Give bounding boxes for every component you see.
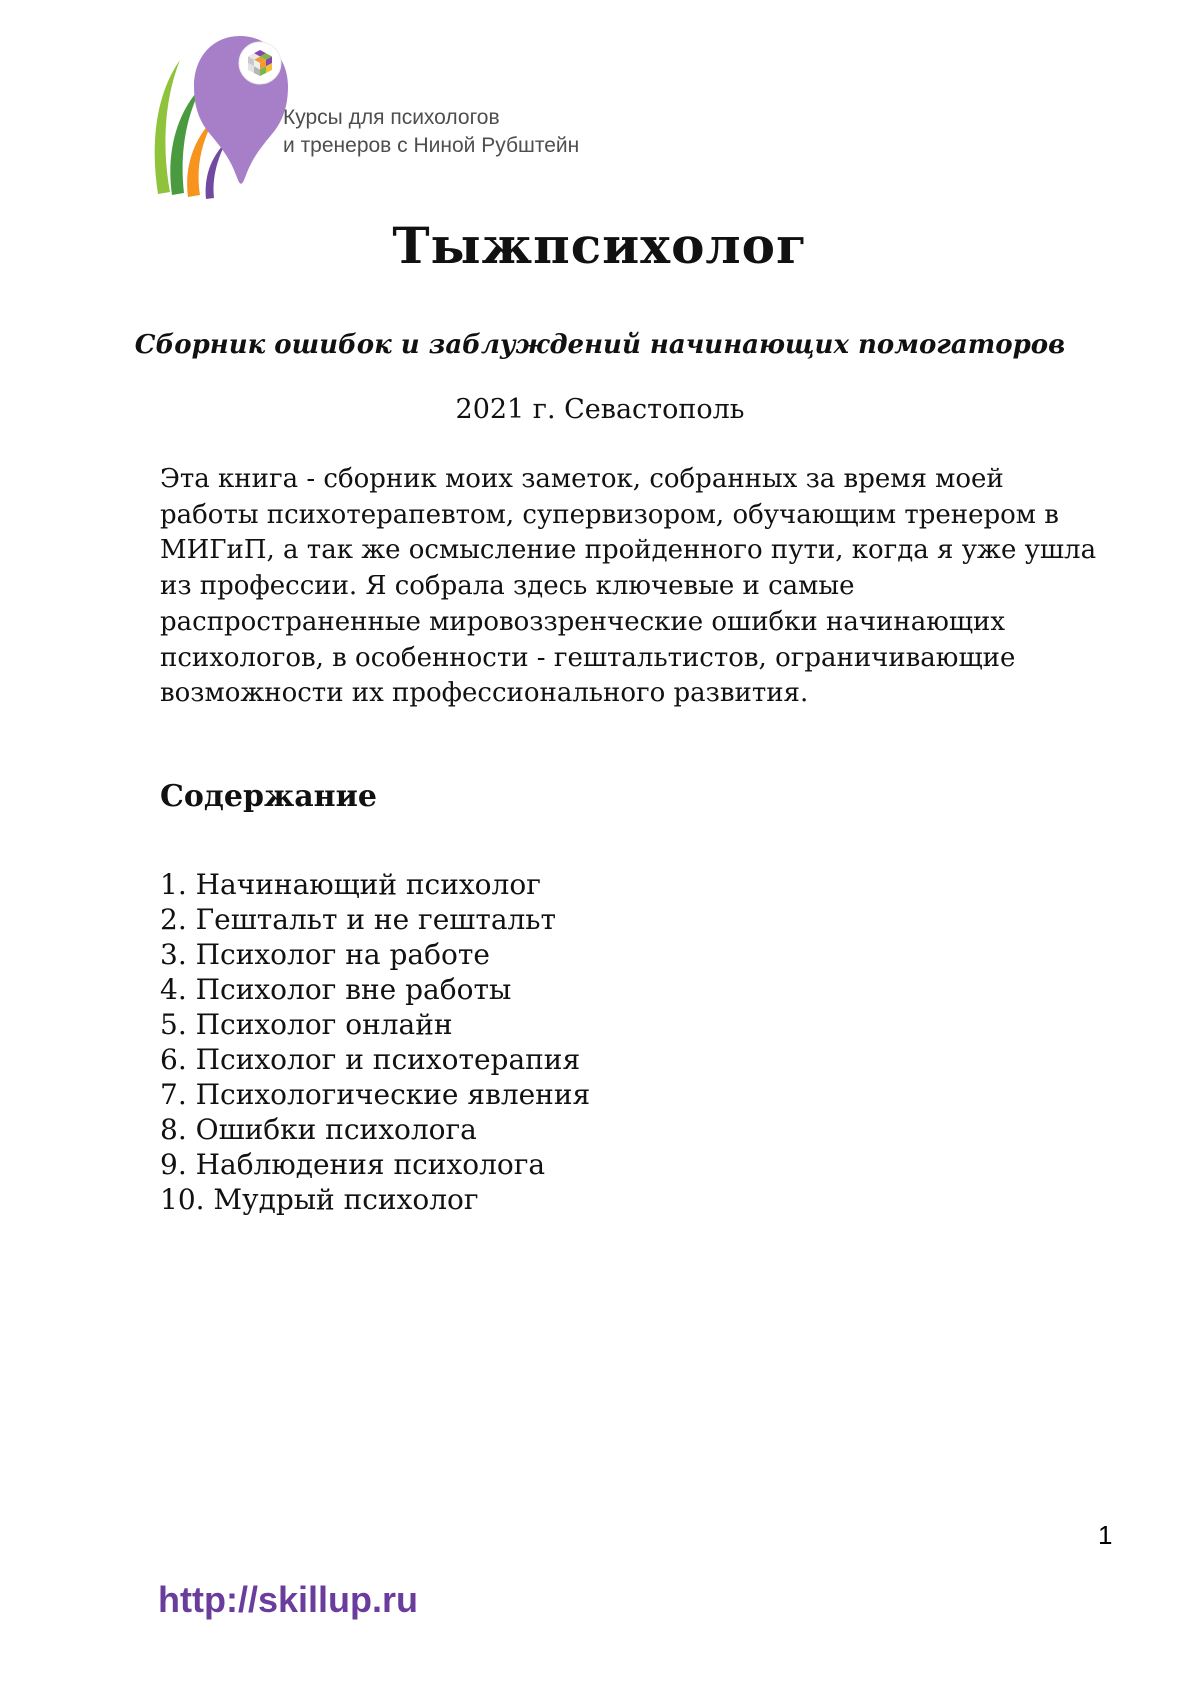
logo-tagline bbox=[283, 104, 579, 160]
intro-line: МИГиП, а так же осмысление пройденного пути, когда я уже ушла bbox=[160, 535, 1097, 566]
intro-line: из профессии. Я собрала здесь ключевые и самые bbox=[160, 571, 855, 602]
logo-graphic bbox=[150, 28, 300, 203]
page-title: Тыжпсихолог bbox=[392, 216, 808, 275]
page-number: 1 bbox=[1098, 1520, 1113, 1550]
logo bbox=[150, 28, 300, 203]
document-subtitle: Сборник ошибок и заблуждений начинающих помогаторов bbox=[134, 330, 1066, 360]
intro-paragraph bbox=[160, 462, 1097, 712]
logo-tagline-line1: Курсы для психологов bbox=[283, 106, 500, 129]
toc-item: 9. Наблюдения психолога bbox=[160, 1148, 546, 1181]
logo-swoosh-purple-icon bbox=[206, 142, 226, 199]
intro-line: распространенные мировоззренческие ошибки начинающих bbox=[160, 606, 1005, 637]
intro-line: работы психотерапевтом, супервизором, обучающим тренером в bbox=[160, 499, 1059, 530]
toc-item: 7. Психологические явления bbox=[160, 1078, 591, 1111]
intro-line: психологов, в особенности - гештальтистов, ограничивающие bbox=[160, 642, 1016, 673]
intro-line: Эта книга - сборник моих заметок, собранных за время моей bbox=[160, 464, 1004, 494]
toc-item: 10. Мудрый психолог bbox=[160, 1183, 479, 1216]
footer-site-link[interactable]: http://skillup.ru bbox=[158, 1579, 418, 1620]
toc-item: 4. Психолог вне работы bbox=[160, 973, 512, 1006]
table-of-contents bbox=[160, 867, 590, 1217]
toc-item: 5. Психолог онлайн bbox=[160, 1008, 453, 1041]
logo-tagline-line2: и тренеров с Ниной Рубштейн bbox=[283, 134, 580, 157]
toc-item: 6. Психолог и психотерапия bbox=[160, 1043, 581, 1076]
toc-item: 8. Ошибки психолога bbox=[160, 1113, 477, 1146]
toc-item: 2. Гештальт и не гештальт bbox=[160, 903, 557, 936]
edition-line: 2021 г. Севастополь bbox=[455, 394, 745, 425]
intro-line: возможности их профессионального развития. bbox=[160, 678, 809, 709]
toc-heading: Содержание bbox=[160, 779, 377, 814]
toc-item: 1. Начинающий психолог bbox=[160, 868, 541, 901]
toc-item: 3. Психолог на работе bbox=[160, 938, 490, 971]
